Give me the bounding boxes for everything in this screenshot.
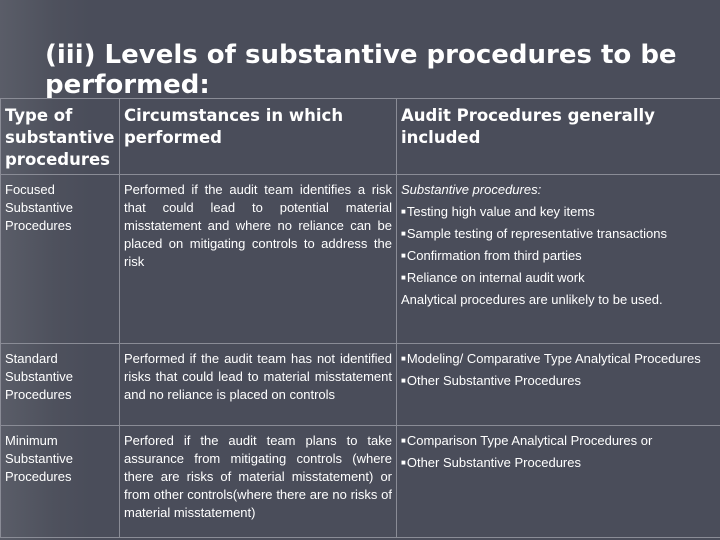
- table-row: [1, 426, 720, 538]
- bullet-icon: ■: [401, 273, 406, 282]
- list-item: ■Comparison Type Analytical Procedures or: [401, 433, 653, 448]
- row-circumstances: Performed if the audit team has not identified risks that could lead to material misstatement and no reliance is placed on controls: [120, 344, 397, 426]
- list-item: ■Other Substantive Procedures: [401, 455, 581, 470]
- row-type: Minimum Substantive Procedures: [1, 426, 120, 538]
- row-circumstances: Performed if the audit team identifies a risk that could lead to potential material misstatement and where no reliance can be placed on mitigating controls to address the risk: [120, 175, 397, 344]
- bullet-icon: ■: [401, 251, 406, 260]
- row-procedures: [397, 175, 720, 344]
- list-item: ■Reliance on internal audit work: [401, 270, 585, 285]
- header-type: Type of substantive procedures: [1, 99, 120, 175]
- list-item: ■Testing high value and key items: [401, 204, 595, 219]
- bullet-icon: ■: [401, 436, 406, 445]
- row-type: Standard Substantive Procedures: [1, 344, 120, 426]
- procedures-intro: Substantive procedures:: [401, 182, 542, 197]
- row-circumstances: Perfored if the audit team plans to take assurance from mitigating controls (where there are risks of material misstatement) or from other controls(where there are no risks of material misstatement): [120, 426, 397, 538]
- row-type: Focused Substantive Procedures: [1, 175, 120, 344]
- row-procedures: [397, 344, 720, 426]
- header-circumstances: Circumstances in which performed: [120, 99, 397, 175]
- procedures-note: Analytical procedures are unlikely to be used.: [401, 292, 663, 307]
- list-item: ■Sample testing of representative transactions: [401, 226, 667, 241]
- row-procedures: [397, 426, 720, 538]
- table-row: [1, 175, 720, 344]
- bullet-icon: ■: [401, 354, 406, 363]
- bullet-icon: ■: [401, 229, 406, 238]
- bullet-icon: ■: [401, 458, 406, 467]
- bullet-icon: ■: [401, 207, 406, 216]
- list-item: ■Confirmation from third parties: [401, 248, 582, 263]
- page-title: (iii) Levels of substantive procedures to be performed:: [45, 40, 677, 100]
- bullet-icon: ■: [401, 376, 406, 385]
- header-procedures: Audit Procedures generally included: [397, 99, 720, 175]
- list-item: ■Other Substantive Procedures: [401, 373, 581, 388]
- table-header-row: [1, 99, 720, 175]
- procedures-table: [0, 98, 720, 538]
- list-item: ■Modeling/ Comparative Type Analytical Procedures: [401, 351, 701, 366]
- table-row: [1, 344, 720, 426]
